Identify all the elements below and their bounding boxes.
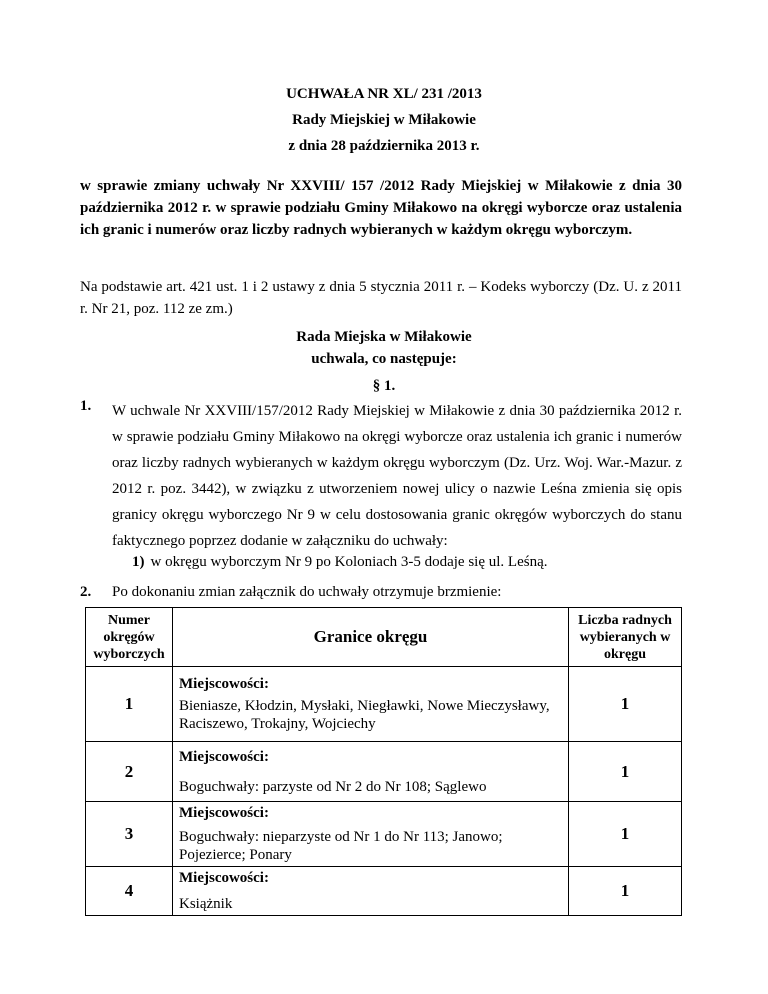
district-boundaries xyxy=(173,867,569,916)
resolution-title: UCHWAŁA NR XL/ 231 /2013 xyxy=(286,86,482,102)
sub-item-1-number: 1) xyxy=(132,554,145,570)
legal-basis: Na podstawie art. 421 ust. 1 i 2 ustawy z dnia 5 stycznia 2011 r. – Kodeks wyborczy (Dz. U. z 2011 r. Nr 21, poz. 112 ze zm.) xyxy=(80,279,682,317)
item-2-number: 2. xyxy=(80,584,92,600)
sub-item-1 xyxy=(132,554,547,571)
councillor-count: 1 xyxy=(569,867,682,916)
header-district-boundaries: Granice okręgu xyxy=(173,608,569,667)
item-2-text: Po dokonaniu zmian załącznik do uchwały otrzymuje brzmienie: xyxy=(112,584,502,600)
district-number: 3 xyxy=(86,802,173,867)
header-district-number: Numer okręgów wyborczych xyxy=(86,608,173,667)
header-councillor-count: Liczba radnych wybieranych w okręgu xyxy=(569,608,682,667)
localities-label: Miejscowości: xyxy=(179,805,269,821)
localities-label: Miejscowości: xyxy=(179,676,269,692)
district-number: 4 xyxy=(86,867,173,916)
localities-list: Boguchwały: nieparzyste od Nr 1 do Nr 113; Janowo; Pojezierce; Ponary xyxy=(179,829,503,863)
district-boundaries xyxy=(173,742,569,802)
resolution-issuer: Rady Miejskiej w Miłakowie xyxy=(292,112,476,128)
localities-label: Miejscowości: xyxy=(179,748,269,765)
localities-list: Książnik xyxy=(179,896,233,912)
councillor-count: 1 xyxy=(569,742,682,802)
table-row xyxy=(86,742,682,802)
district-number: 2 xyxy=(86,742,173,802)
item-1-number: 1. xyxy=(80,398,92,414)
resolves-line-2: uchwala, co następuje: xyxy=(311,351,457,367)
localities-list: Bieniasze, Kłodzin, Mysłaki, Niegławki, Nowe Mieczysławy, Raciszewo, Trokajny, Wojciechy xyxy=(179,698,550,732)
item-1-text: W uchwale Nr XXVIII/157/2012 Rady Miejskiej w Miłakowie z dnia 30 października 2012 r. w sprawie podziału Gminy Miłakowo na okręgi wyborcze oraz ustalenia ich granic i numerów oraz liczby radnych wybieranych w każdym okręgu wyborczym (Dz. Urz. Woj. War.-Mazur. z 2012 r. poz. 3442), w związku z utworzeniem nowej ulicy o nazwie Leśna zmienia się opis granicy okręgu wyborczego Nr 9 w celu dostosowania granic okręgów wyborczych do stanu faktycznego poprzez dodanie w załączniku do uchwały: xyxy=(112,403,682,549)
districts-table xyxy=(85,607,682,916)
table-row xyxy=(86,867,682,916)
section-heading: § 1. xyxy=(372,378,396,394)
resolves-block xyxy=(0,326,768,370)
resolves-line-1: Rada Miejska w Miłakowie xyxy=(296,329,472,345)
localities-label: Miejscowości: xyxy=(179,870,269,886)
localities-list: Boguchwały: parzyste od Nr 2 do Nr 108; Sąglewo xyxy=(179,778,487,795)
resolution-subject: w sprawie zmiany uchwały Nr XXVIII/ 157 /2012 Rady Miejskiej w Miłakowie z dnia 30 października 2012 r. w sprawie podziału Gminy Miłakowo na okręgi wyborcze oraz ustalenia ich granic i numerów oraz liczby radnych wybieranych w każdym okręgu wyborczym. xyxy=(80,178,682,238)
table-row xyxy=(86,667,682,742)
councillor-count: 1 xyxy=(569,802,682,867)
district-number: 1 xyxy=(86,667,173,742)
sub-item-1-text: w okręgu wyborczym Nr 9 po Koloniach 3-5 dodaje się ul. Leśną. xyxy=(150,554,548,570)
resolution-date: z dnia 28 października 2013 r. xyxy=(288,138,480,154)
district-boundaries xyxy=(173,667,569,742)
district-boundaries xyxy=(173,802,569,867)
councillor-count: 1 xyxy=(569,667,682,742)
table-row xyxy=(86,802,682,867)
table-header-row xyxy=(86,608,682,667)
